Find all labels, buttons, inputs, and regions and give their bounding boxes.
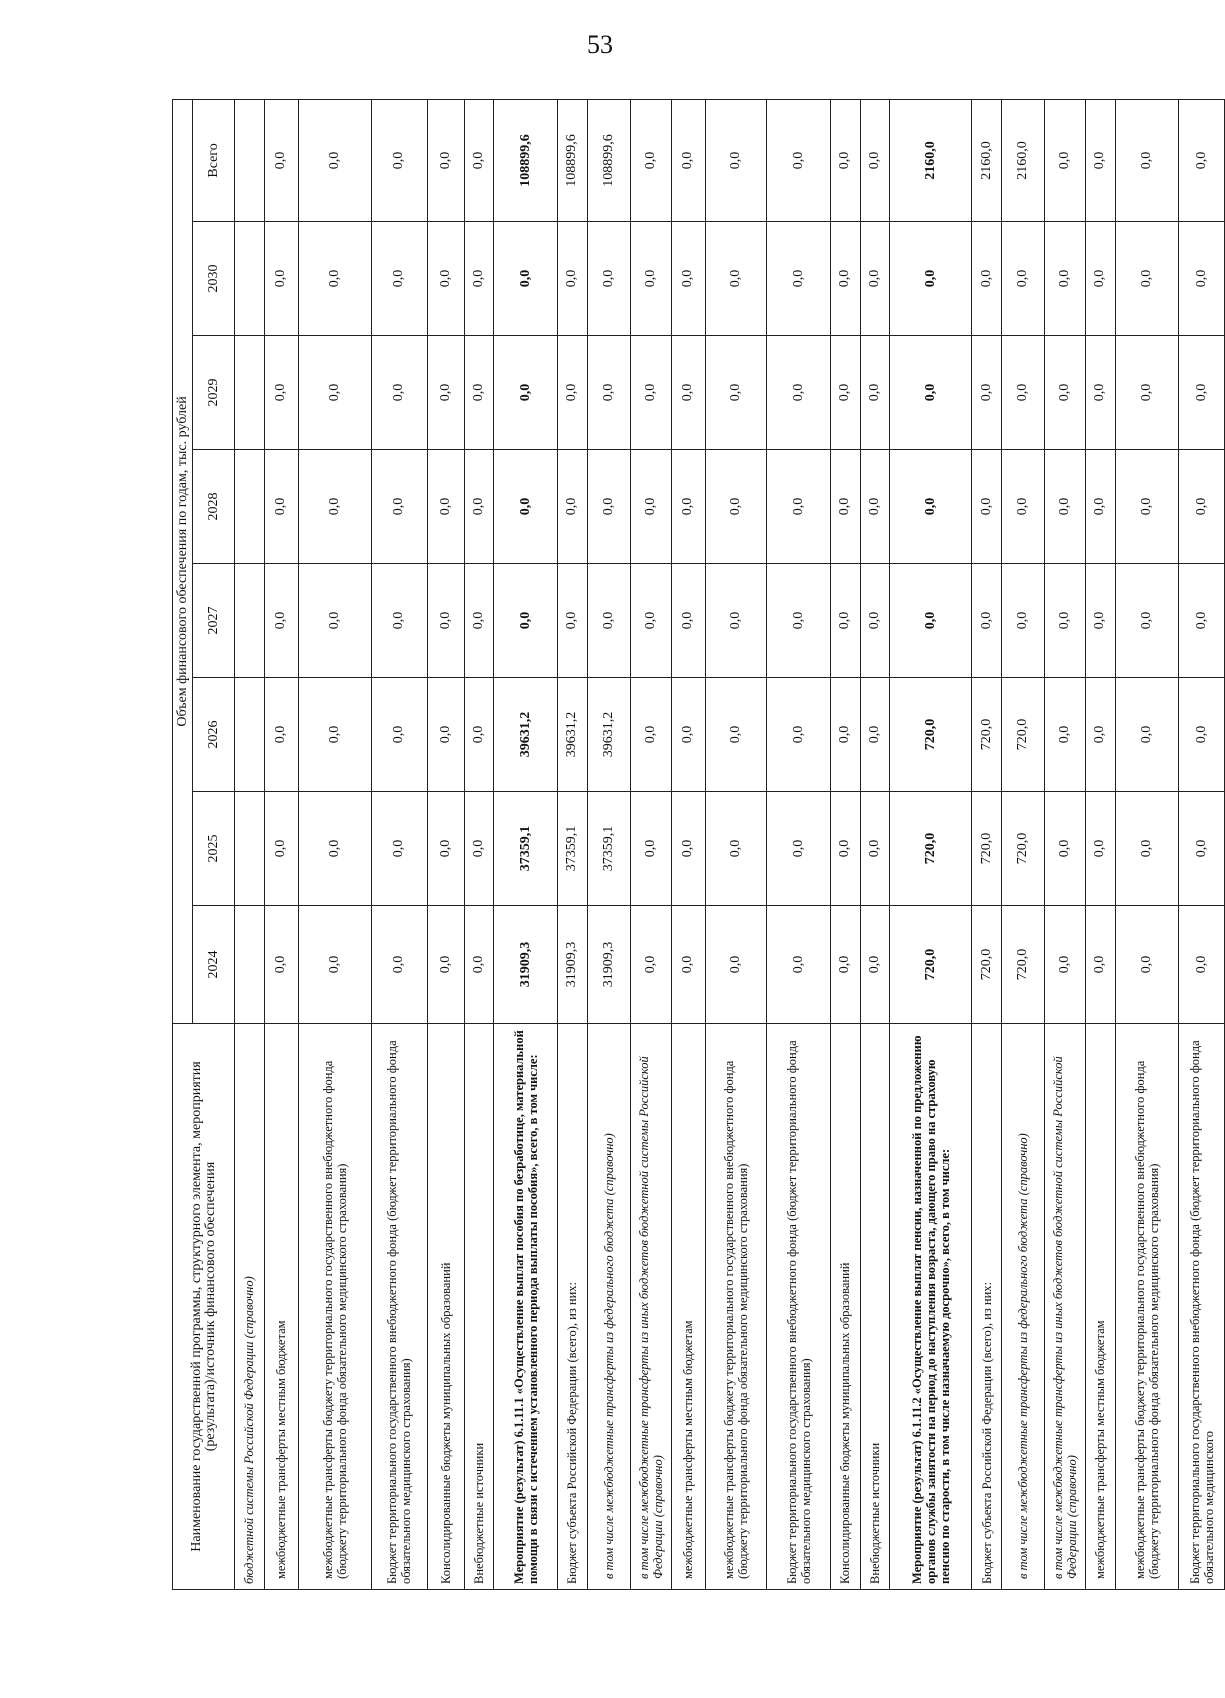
table-row: [264, 99, 298, 1589]
cell-value: 0,0: [706, 222, 767, 336]
cell-value: 720,0: [1001, 678, 1044, 792]
year-header: 2028: [193, 450, 235, 564]
cell-value: 0,0: [428, 564, 464, 678]
cell-value: 0,0: [1115, 792, 1179, 906]
row-label: Мероприятие (результат) 6.1.11.2 «Осуществление выплат пенсии, назначенной по предложению органов службы занятости на период до наступления возраста, дающего право на страховую пенсию по старости, в том числе назначаемую досрочно», всего, в том числе:: [890, 1024, 972, 1590]
cell-value: 0,0: [1179, 564, 1225, 678]
cell-value: 720,0: [1001, 792, 1044, 906]
cell-value: 0,0: [1001, 222, 1044, 336]
cell-value: 0,0: [630, 99, 671, 221]
row-label: Внебюджетные источники: [860, 1024, 890, 1590]
row-label: Мероприятие (результат) 6.1.11.1 «Осуществление выплат пособия по безработице, материальной помощи в связи с истечением установленного периода выплаты пособия», всего, в том числе:: [494, 1024, 558, 1590]
cell-value: 37359,1: [494, 792, 558, 906]
row-label: Бюджет территориального государственного внебюджетного фонда (бюджет территориального фонда обязательного медицинского: [1179, 1024, 1225, 1590]
cell-value: 0,0: [371, 222, 428, 336]
cell-value: 0,0: [671, 564, 705, 678]
table-row: [464, 99, 494, 1589]
cell-value: 0,0: [587, 222, 630, 336]
cell-value: 0,0: [1115, 678, 1179, 792]
cell-value: 0,0: [428, 336, 464, 450]
row-label: в том числе межбюджетные трансферты из федерального бюджета (справочно): [1001, 1024, 1044, 1590]
cell-value: 0,0: [1086, 336, 1116, 450]
cell-value: 0,0: [587, 564, 630, 678]
cell-value: 0,0: [464, 222, 494, 336]
cell-value: 0,0: [494, 336, 558, 450]
rotated-table-wrapper: [172, 100, 1225, 1590]
cell-value: 0,0: [494, 564, 558, 678]
cell-value: 0,0: [671, 792, 705, 906]
cell-value: 0,0: [630, 450, 671, 564]
cell-value: 0,0: [464, 678, 494, 792]
cell-value: 0,0: [428, 222, 464, 336]
cell-value: 0,0: [1179, 450, 1225, 564]
cell-value: 0,0: [428, 792, 464, 906]
cell-value: 0,0: [972, 336, 1002, 450]
year-header: 2027: [193, 564, 235, 678]
cell-value: 0,0: [972, 450, 1002, 564]
row-label: межбюджетные трансферты бюджету территориального государственного внебюджетного фонда (бюджету территориального фонда обязательного медицинского страхования): [1115, 1024, 1179, 1590]
table-row: [371, 99, 428, 1589]
cell-value: 0,0: [1045, 450, 1086, 564]
cell-value: 0,0: [1179, 222, 1225, 336]
cell-value: 0,0: [671, 450, 705, 564]
cell-value: 720,0: [890, 906, 972, 1024]
cell-value: 0,0: [1045, 792, 1086, 906]
cell-value: [235, 792, 265, 906]
cell-value: 0,0: [671, 99, 705, 221]
cell-value: 0,0: [1179, 336, 1225, 450]
row-label: межбюджетные трансферты местным бюджетам: [671, 1024, 705, 1590]
cell-value: 0,0: [890, 336, 972, 450]
cell-value: [235, 99, 265, 221]
cell-value: 0,0: [494, 450, 558, 564]
cell-value: 31909,3: [587, 906, 630, 1024]
header-name: Наименование государственной программы, структурного элемента, мероприятия (результата)/источник финансового обеспечения: [173, 1024, 235, 1590]
cell-value: 720,0: [972, 678, 1002, 792]
year-header: 2030: [193, 222, 235, 336]
cell-value: [235, 906, 265, 1024]
row-label: межбюджетные трансферты бюджету территориального государственного внебюджетного фонда (бюджету территориального фонда обязательного медицинского страхования): [298, 1024, 371, 1590]
table-row: [1045, 99, 1086, 1589]
cell-value: 0,0: [464, 564, 494, 678]
cell-value: 0,0: [972, 564, 1002, 678]
row-label: Бюджет субъекта Российской Федерации (всего), из них:: [558, 1024, 588, 1590]
cell-value: 0,0: [1001, 336, 1044, 450]
cell-value: 0,0: [298, 222, 371, 336]
cell-value: 0,0: [464, 792, 494, 906]
cell-value: 720,0: [890, 792, 972, 906]
cell-value: 0,0: [464, 450, 494, 564]
cell-value: 0,0: [831, 336, 861, 450]
cell-value: 0,0: [767, 906, 831, 1024]
cell-value: 0,0: [1086, 906, 1116, 1024]
cell-value: 0,0: [428, 678, 464, 792]
cell-value: 0,0: [767, 564, 831, 678]
cell-value: 0,0: [264, 336, 298, 450]
table-row: [235, 99, 265, 1589]
cell-value: 0,0: [494, 222, 558, 336]
cell-value: 0,0: [767, 336, 831, 450]
cell-value: 0,0: [890, 222, 972, 336]
cell-value: 39631,2: [494, 678, 558, 792]
cell-value: 0,0: [860, 906, 890, 1024]
table-row: [558, 99, 588, 1589]
cell-value: 0,0: [1045, 678, 1086, 792]
cell-value: [235, 564, 265, 678]
cell-value: 720,0: [890, 678, 972, 792]
year-header: 2025: [193, 792, 235, 906]
cell-value: 0,0: [630, 222, 671, 336]
cell-value: 0,0: [1115, 906, 1179, 1024]
cell-value: 0,0: [831, 792, 861, 906]
cell-value: 0,0: [972, 222, 1002, 336]
cell-value: 0,0: [890, 450, 972, 564]
row-label: межбюджетные трансферты местным бюджетам: [264, 1024, 298, 1590]
table-row: [972, 99, 1002, 1589]
cell-value: 0,0: [371, 450, 428, 564]
cell-value: 0,0: [371, 99, 428, 221]
cell-value: 0,0: [630, 678, 671, 792]
cell-value: 0,0: [371, 792, 428, 906]
cell-value: 0,0: [706, 99, 767, 221]
row-label: бюджетной системы Российской Федерации (справочно): [235, 1024, 265, 1590]
cell-value: 0,0: [1086, 99, 1116, 221]
cell-value: 0,0: [1045, 99, 1086, 221]
cell-value: 0,0: [298, 99, 371, 221]
table-row: [630, 99, 671, 1589]
cell-value: 0,0: [298, 336, 371, 450]
row-label: Бюджет территориального государственного внебюджетного фонда (бюджет территориального фонда обязательного медицинского страхования): [767, 1024, 831, 1590]
cell-value: 0,0: [264, 906, 298, 1024]
cell-value: 0,0: [767, 99, 831, 221]
row-label: в том числе межбюджетные трансферты из иных бюджетов бюджетной системы Российской Федерации (справочно): [630, 1024, 671, 1590]
cell-value: 0,0: [298, 678, 371, 792]
cell-value: 720,0: [972, 906, 1002, 1024]
cell-value: 0,0: [767, 678, 831, 792]
cell-value: 0,0: [1045, 336, 1086, 450]
table-row: [706, 99, 767, 1589]
cell-value: 0,0: [831, 99, 861, 221]
cell-value: 0,0: [558, 450, 588, 564]
page-number: 53: [587, 30, 613, 59]
cell-value: 0,0: [860, 678, 890, 792]
cell-value: 0,0: [671, 906, 705, 1024]
cell-value: 0,0: [1086, 792, 1116, 906]
cell-value: 0,0: [630, 792, 671, 906]
row-label: Бюджет субъекта Российской Федерации (всего), из них:: [972, 1024, 1002, 1590]
cell-value: 0,0: [428, 99, 464, 221]
cell-value: 0,0: [706, 336, 767, 450]
cell-value: 2160,0: [890, 99, 972, 221]
cell-value: 0,0: [371, 906, 428, 1024]
cell-value: 0,0: [767, 450, 831, 564]
cell-value: 0,0: [630, 906, 671, 1024]
cell-value: 0,0: [831, 678, 861, 792]
cell-value: 0,0: [706, 564, 767, 678]
cell-value: 0,0: [264, 792, 298, 906]
cell-value: 0,0: [371, 564, 428, 678]
cell-value: 0,0: [630, 564, 671, 678]
cell-value: 0,0: [264, 678, 298, 792]
cell-value: 0,0: [298, 792, 371, 906]
cell-value: 0,0: [890, 564, 972, 678]
cell-value: 0,0: [706, 678, 767, 792]
cell-value: 0,0: [428, 450, 464, 564]
cell-value: 0,0: [831, 906, 861, 1024]
cell-value: [235, 450, 265, 564]
cell-value: 31909,3: [558, 906, 588, 1024]
cell-value: 0,0: [1179, 99, 1225, 221]
cell-value: 0,0: [371, 678, 428, 792]
table-row: [860, 99, 890, 1589]
cell-value: 0,0: [671, 678, 705, 792]
cell-value: 31909,3: [494, 906, 558, 1024]
cell-value: 0,0: [264, 99, 298, 221]
row-label: в том числе межбюджетные трансферты из иных бюджетов бюджетной системы Российской Федерации (справочно): [1045, 1024, 1086, 1590]
table-row: [494, 99, 558, 1589]
table-row: [298, 99, 371, 1589]
cell-value: 0,0: [1045, 564, 1086, 678]
cell-value: 0,0: [1001, 564, 1044, 678]
table-row: [767, 99, 831, 1589]
cell-value: 0,0: [464, 99, 494, 221]
cell-value: 0,0: [1001, 450, 1044, 564]
cell-value: 0,0: [831, 222, 861, 336]
cell-value: 720,0: [1001, 906, 1044, 1024]
cell-value: 0,0: [1115, 99, 1179, 221]
row-label: Консолидированные бюджеты муниципальных образований: [831, 1024, 861, 1590]
cell-value: 0,0: [298, 450, 371, 564]
table-row: [587, 99, 630, 1589]
cell-value: 0,0: [860, 99, 890, 221]
cell-value: [235, 222, 265, 336]
cell-value: 0,0: [1045, 222, 1086, 336]
cell-value: 0,0: [558, 222, 588, 336]
row-label: межбюджетные трансферты бюджету территориального государственного внебюджетного фонда (бюджету территориального фонда обязательного медицинского страхования): [706, 1024, 767, 1590]
cell-value: 37359,1: [587, 792, 630, 906]
table-row: [671, 99, 705, 1589]
cell-value: 0,0: [1086, 222, 1116, 336]
cell-value: 0,0: [264, 564, 298, 678]
cell-value: 0,0: [558, 564, 588, 678]
year-header: Всего: [193, 99, 235, 221]
cell-value: 0,0: [671, 336, 705, 450]
cell-value: 0,0: [831, 450, 861, 564]
cell-value: 0,0: [860, 450, 890, 564]
cell-value: 0,0: [587, 450, 630, 564]
table-row: [1115, 99, 1179, 1589]
cell-value: 0,0: [706, 792, 767, 906]
cell-value: 39631,2: [587, 678, 630, 792]
rotated-table-container: [172, 100, 1225, 1590]
cell-value: 0,0: [558, 336, 588, 450]
cell-value: 0,0: [371, 336, 428, 450]
cell-value: 37359,1: [558, 792, 588, 906]
cell-value: 108899,6: [558, 99, 588, 221]
table-row: [1086, 99, 1116, 1589]
row-label: Бюджет территориального государственного внебюджетного фонда (бюджет территориального фонда обязательного медицинского страхования): [371, 1024, 428, 1590]
cell-value: 0,0: [464, 336, 494, 450]
financing-table: [172, 99, 1225, 1590]
cell-value: [235, 678, 265, 792]
cell-value: 0,0: [1086, 564, 1116, 678]
cell-value: 0,0: [264, 450, 298, 564]
cell-value: 108899,6: [494, 99, 558, 221]
cell-value: 2160,0: [1001, 99, 1044, 221]
cell-value: 0,0: [1115, 222, 1179, 336]
cell-value: 0,0: [587, 336, 630, 450]
year-header: 2029: [193, 336, 235, 450]
cell-value: 0,0: [767, 792, 831, 906]
row-label: Внебюджетные источники: [464, 1024, 494, 1590]
cell-value: 0,0: [831, 564, 861, 678]
cell-value: 0,0: [1086, 450, 1116, 564]
cell-value: 0,0: [860, 222, 890, 336]
cell-value: [235, 336, 265, 450]
cell-value: 0,0: [264, 222, 298, 336]
cell-value: 0,0: [298, 564, 371, 678]
cell-value: 0,0: [464, 906, 494, 1024]
cell-value: 0,0: [860, 564, 890, 678]
table-body: [235, 99, 1225, 1589]
cell-value: 0,0: [1179, 906, 1225, 1024]
cell-value: 720,0: [972, 792, 1002, 906]
row-label: Консолидированные бюджеты муниципальных образований: [428, 1024, 464, 1590]
cell-value: 0,0: [860, 336, 890, 450]
cell-value: 0,0: [298, 906, 371, 1024]
cell-value: 0,0: [630, 336, 671, 450]
year-header: 2026: [193, 678, 235, 792]
cell-value: 0,0: [1115, 564, 1179, 678]
cell-value: 108899,6: [587, 99, 630, 221]
row-label: межбюджетные трансферты местным бюджетам: [1086, 1024, 1116, 1590]
cell-value: 2160,0: [972, 99, 1002, 221]
cell-value: 0,0: [1045, 906, 1086, 1024]
table-row: [428, 99, 464, 1589]
cell-value: 39631,2: [558, 678, 588, 792]
cell-value: 0,0: [767, 222, 831, 336]
cell-value: 0,0: [1086, 678, 1116, 792]
cell-value: 0,0: [428, 906, 464, 1024]
cell-value: 0,0: [1115, 336, 1179, 450]
cell-value: 0,0: [706, 450, 767, 564]
year-header: 2024: [193, 906, 235, 1024]
header-volume: Объем финансового обеспечения по годам, тыс. рублей: [173, 99, 193, 1023]
cell-value: 0,0: [1115, 450, 1179, 564]
table-row: [890, 99, 972, 1589]
table-row: [1001, 99, 1044, 1589]
cell-value: 0,0: [671, 222, 705, 336]
cell-value: 0,0: [1179, 678, 1225, 792]
cell-value: 0,0: [1179, 792, 1225, 906]
table-row: [831, 99, 861, 1589]
table-row: [1179, 99, 1225, 1589]
cell-value: 0,0: [860, 792, 890, 906]
cell-value: 0,0: [706, 906, 767, 1024]
row-label: в том числе межбюджетные трансферты из федерального бюджета (справочно): [587, 1024, 630, 1590]
